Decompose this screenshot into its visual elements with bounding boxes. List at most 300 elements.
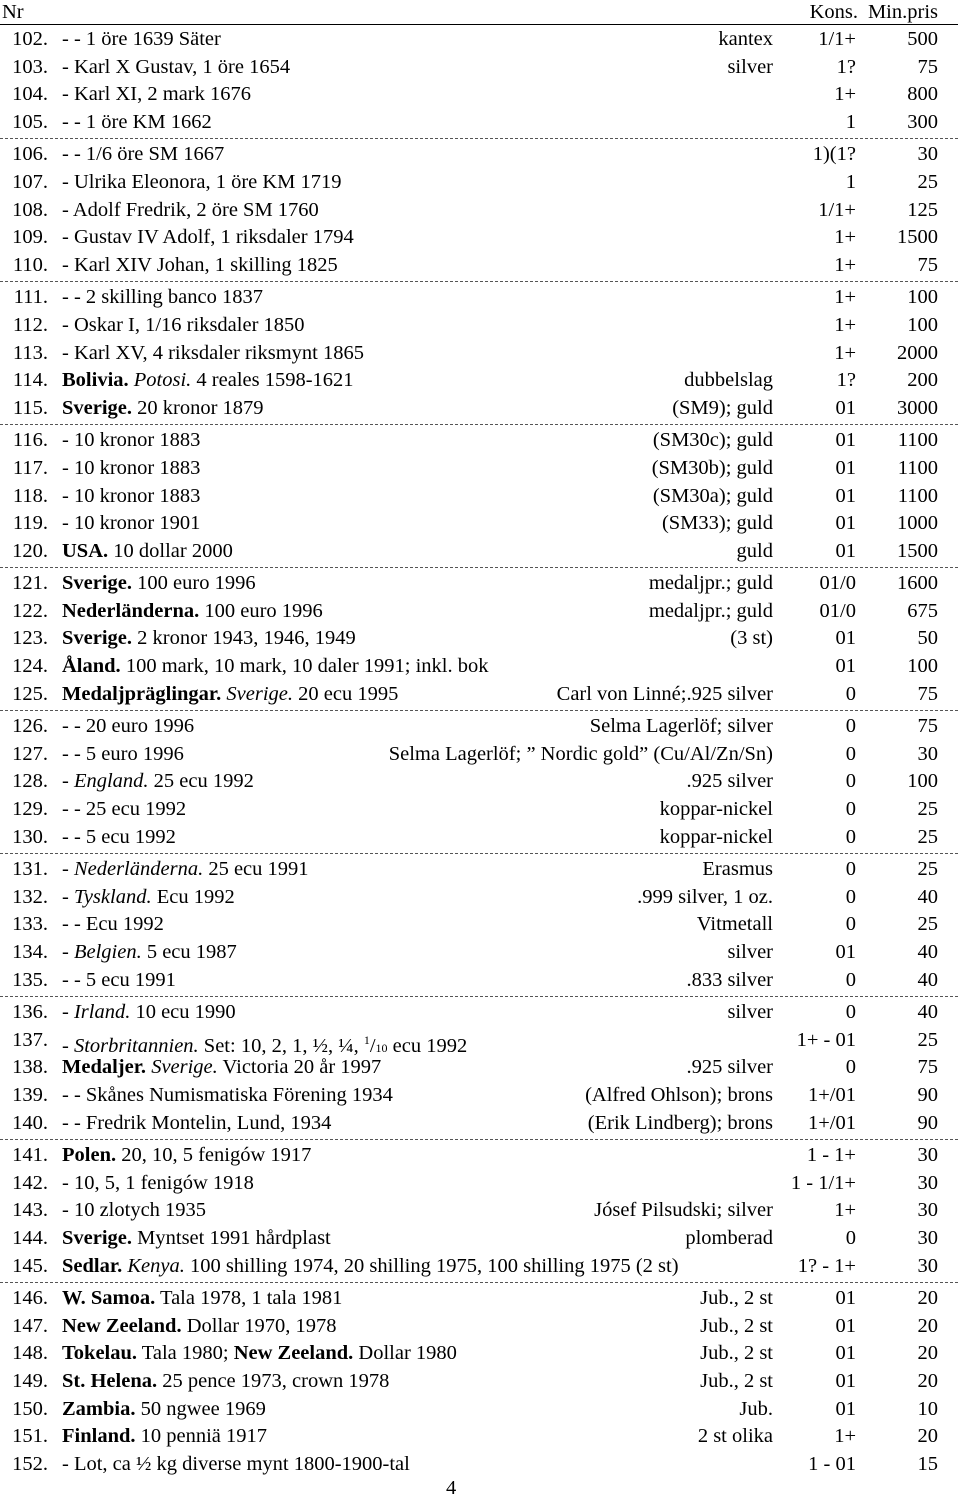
- lot-number: 113.: [12, 341, 48, 364]
- lot-row: [0, 1142, 958, 1170]
- description-segment: Sverige.: [151, 1056, 218, 1079]
- lot-min-price: 75: [917, 682, 938, 705]
- lot-description: [62, 1423, 267, 1451]
- lot-description: [62, 713, 194, 741]
- description-segment: 100 shilling 1974, 20 shilling 1975, 100 shilling 1975 (2 st): [184, 1254, 679, 1277]
- lot-description: [62, 169, 342, 197]
- lot-description: [62, 967, 176, 995]
- lot-condition: 01: [835, 512, 856, 535]
- lot-number: 138.: [12, 1056, 48, 1079]
- lot-number: 151.: [12, 1425, 48, 1448]
- lot-number: 126.: [12, 715, 48, 738]
- lot-number: 125.: [12, 682, 48, 705]
- lot-min-price: 1600: [897, 572, 938, 595]
- lot-row: [0, 1170, 958, 1198]
- description-segment: - Karl XI, 2 mark 1676: [62, 83, 252, 106]
- description-segment: Storbritannien.: [73, 1034, 199, 1057]
- lot-description: [62, 768, 254, 796]
- lot-condition: 01: [835, 1287, 856, 1310]
- lot-note: Jub., 2 st: [700, 1369, 773, 1392]
- lot-row: [0, 1340, 958, 1368]
- lot-row: [0, 340, 958, 368]
- lot-min-price: 20: [917, 1287, 938, 1310]
- lot-number: 119.: [12, 512, 48, 535]
- description-segment: Irland.: [73, 1001, 131, 1024]
- description-segment: Myntset 1991 hårdplast: [132, 1226, 331, 1249]
- lot-number: 103.: [12, 55, 48, 78]
- header-kons: Kons.: [809, 1, 858, 23]
- lot-min-price: 200: [907, 369, 938, 392]
- lot-condition: 01: [835, 1314, 856, 1337]
- lot-row: [0, 625, 958, 653]
- lot-min-price: 25: [917, 170, 938, 193]
- lot-min-price: 10: [917, 1397, 938, 1420]
- lot-condition: 01: [835, 627, 856, 650]
- lot-list: [0, 26, 958, 1482]
- lot-description: [62, 427, 200, 455]
- lot-condition: 1)(1?: [812, 143, 856, 166]
- lot-number: 142.: [12, 1171, 48, 1194]
- lot-row: [0, 824, 958, 852]
- description-segment: 25 ecu 1992: [148, 770, 254, 793]
- lot-min-price: 100: [907, 313, 938, 336]
- description-segment: - Lot, ca ½ kg diverse mynt 1800-1900-tal: [62, 1452, 410, 1475]
- lot-min-price: 1500: [897, 226, 938, 249]
- lot-min-price: 100: [907, 655, 938, 678]
- lot-number: 110.: [12, 253, 48, 276]
- lot-condition: 1 - 01: [808, 1452, 856, 1475]
- description-segment: W. Samoa.: [62, 1287, 156, 1310]
- lot-description: [62, 1285, 342, 1313]
- lot-number: 143.: [12, 1199, 48, 1222]
- lot-row: [0, 856, 958, 884]
- lot-description: [62, 1110, 331, 1138]
- description-segment: 20 kronor 1879: [132, 396, 264, 419]
- lot-note: Selma Lagerlöf; silver: [589, 715, 773, 738]
- description-segment: Medaljer.: [62, 1056, 147, 1079]
- lot-note: (SM9); guld: [672, 396, 773, 419]
- lot-condition: 1+: [834, 341, 856, 364]
- description-segment: Tyskland.: [73, 885, 152, 908]
- description-segment: /: [369, 1034, 376, 1057]
- description-segment: Finland.: [62, 1425, 136, 1448]
- description-segment: - 10 kronor 1901: [62, 512, 201, 535]
- lot-min-price: 100: [907, 770, 938, 793]
- lot-number: 141.: [12, 1144, 48, 1167]
- lot-condition: 1+: [834, 253, 856, 276]
- lot-condition: 0: [845, 770, 856, 793]
- lot-min-price: 40: [917, 941, 938, 963]
- description-segment: Dollar 1970, 1978: [181, 1314, 337, 1337]
- description-segment: 20 ecu 1995: [293, 682, 399, 705]
- lot-row: [0, 884, 958, 912]
- lot-description: [62, 741, 184, 769]
- lot-description: [62, 1451, 410, 1479]
- lot-number: 105.: [12, 110, 48, 133]
- lot-note: koppar-nickel: [659, 825, 773, 848]
- lot-condition: 1+: [834, 1199, 856, 1222]
- description-segment: - - Fredrik Montelin, Lund, 1934: [62, 1111, 332, 1134]
- lot-row: [0, 1225, 958, 1253]
- lot-condition: 0: [845, 1001, 856, 1024]
- description-segment: 5 ecu 1987: [141, 941, 237, 963]
- lot-description: [62, 1340, 457, 1368]
- lot-condition: 0: [845, 682, 856, 705]
- lot-description: [62, 653, 489, 681]
- lot-description: [62, 538, 233, 566]
- lot-note: dubbelslag: [684, 369, 773, 392]
- lot-min-price: 1100: [897, 456, 938, 479]
- lot-number: 131.: [12, 858, 48, 881]
- description-segment: - Karl XV, 4 riksdaler riksmynt 1865: [62, 341, 364, 364]
- lot-description: [62, 796, 186, 824]
- description-segment: New Zeeland.: [62, 1314, 182, 1337]
- lot-min-price: 75: [917, 55, 938, 78]
- lot-min-price: 20: [917, 1369, 938, 1392]
- description-segment: ecu 1992: [387, 1034, 468, 1057]
- description-segment: - - 20 euro 1996: [62, 715, 195, 738]
- lot-condition: 01: [835, 396, 856, 419]
- lot-row: [0, 1054, 958, 1082]
- lot-row: [0, 54, 958, 82]
- lot-number: 150.: [12, 1397, 48, 1420]
- lot-description: [62, 312, 305, 340]
- description-segment: - - 1/6 öre SM 1667: [62, 143, 225, 166]
- lot-min-price: 40: [917, 1001, 938, 1024]
- lot-note: kantex: [718, 28, 773, 50]
- description-segment: Nederländerna.: [73, 858, 204, 881]
- description-segment: - - Ecu 1992: [62, 913, 164, 936]
- lot-row: [0, 109, 958, 137]
- lot-row: [0, 796, 958, 824]
- lot-note: Jub., 2 st: [700, 1314, 773, 1337]
- lot-note: silver: [727, 941, 773, 963]
- description-segment: 100 mark, 10 mark, 10 daler 1991; inkl. bok: [120, 655, 489, 678]
- lot-note: .925 silver: [686, 770, 773, 793]
- lot-min-price: 20: [917, 1342, 938, 1365]
- description-segment: -: [62, 858, 74, 881]
- lot-min-price: 1100: [897, 429, 938, 452]
- lot-note: (Alfred Ohlson); brons: [585, 1083, 773, 1106]
- lot-min-price: 40: [917, 885, 938, 908]
- lot-condition: 1: [845, 170, 856, 193]
- lot-min-price: 20: [917, 1425, 938, 1448]
- lot-row: [0, 367, 958, 395]
- lot-condition: 0: [845, 798, 856, 821]
- description-segment: Åland.: [62, 655, 121, 678]
- lot-number: 111.: [13, 286, 48, 309]
- description-segment: Tokelau.: [62, 1342, 138, 1365]
- description-segment: 1: [363, 1032, 370, 1047]
- lot-note: Jub., 2 st: [700, 1342, 773, 1365]
- lot-row: [0, 911, 958, 939]
- lot-min-price: 125: [907, 198, 938, 221]
- lot-min-price: 15: [917, 1452, 938, 1475]
- description-segment: Belgien.: [73, 941, 142, 963]
- lot-note: (Erik Lindberg); brons: [587, 1111, 773, 1134]
- lot-condition: 01: [835, 655, 856, 678]
- lot-row: [0, 1396, 958, 1424]
- lot-number: 146.: [12, 1287, 48, 1310]
- lot-condition: 0: [845, 885, 856, 908]
- lot-condition: 0: [845, 825, 856, 848]
- lot-min-price: 300: [907, 110, 938, 133]
- lot-group: [0, 1285, 958, 1480]
- lot-row: [0, 1082, 958, 1110]
- lot-min-price: 800: [907, 83, 938, 106]
- page-number: 4: [446, 1477, 457, 1499]
- lot-number: 135.: [12, 968, 48, 991]
- description-segment: Set: 10, 2, 1, ½, ¼,: [198, 1034, 364, 1057]
- lot-min-price: 2000: [897, 341, 938, 364]
- lot-description: [62, 884, 235, 912]
- description-segment: England.: [73, 770, 149, 793]
- lot-condition: 1?: [836, 55, 856, 78]
- lot-number: 149.: [12, 1369, 48, 1392]
- lot-group: [0, 856, 958, 997]
- description-segment: 25 pence 1973, crown 1978: [157, 1369, 390, 1392]
- lot-min-price: 1100: [897, 484, 938, 507]
- lot-number: 152.: [12, 1452, 48, 1475]
- lot-condition: 1/1+: [818, 28, 856, 50]
- description-segment: Sverige.: [62, 396, 133, 419]
- lot-number: 112.: [12, 313, 48, 336]
- lot-note: 2 st olika: [697, 1425, 773, 1448]
- lot-description: [62, 1225, 331, 1253]
- lot-min-price: 75: [917, 1056, 938, 1079]
- lot-number: 116.: [12, 429, 48, 452]
- description-segment: - 10 kronor 1883: [62, 429, 201, 452]
- lot-condition: 01: [835, 484, 856, 507]
- lot-note: plomberad: [685, 1226, 773, 1249]
- lot-note: koppar-nickel: [659, 798, 773, 821]
- lot-number: 115.: [12, 396, 48, 419]
- description-segment: Potosi.: [133, 369, 192, 392]
- lot-note: .999 silver, 1 oz.: [637, 885, 773, 908]
- lot-condition: 0: [845, 858, 856, 881]
- lot-condition: 1+: [834, 286, 856, 309]
- description-segment: -: [62, 1034, 74, 1057]
- description-segment: - - Skånes Numismatiska Förening 1934: [62, 1083, 393, 1106]
- description-segment: 2 kronor 1943, 1946, 1949: [132, 627, 356, 650]
- lot-row: [0, 598, 958, 626]
- lot-min-price: 1500: [897, 539, 938, 562]
- lot-number: 134.: [12, 941, 48, 963]
- lot-number: 117.: [12, 456, 48, 479]
- description-segment: - 10 zlotych 1935: [62, 1199, 207, 1222]
- description-segment: 10 dollar 2000: [108, 539, 233, 562]
- lot-number: 123.: [12, 627, 48, 650]
- lot-row: [0, 653, 958, 681]
- lot-row: [0, 427, 958, 455]
- lot-description: [62, 939, 237, 967]
- description-segment: - - 5 euro 1996: [62, 742, 184, 765]
- description-segment: Sedlar.: [62, 1254, 123, 1277]
- lot-row: [0, 224, 958, 252]
- lot-number: 127.: [12, 742, 48, 765]
- description-segment: 10 ecu 1990: [130, 1001, 236, 1024]
- lot-row: [0, 939, 958, 967]
- lot-number: 136.: [12, 1001, 48, 1024]
- lot-condition: 01: [835, 1369, 856, 1392]
- lot-min-price: 30: [917, 1144, 938, 1167]
- lot-number: 109.: [12, 226, 48, 249]
- description-segment: Medaljpräglingar.: [62, 682, 222, 705]
- lot-description: [62, 284, 263, 312]
- lot-group: [0, 713, 958, 854]
- description-segment: 100 euro 1996: [199, 599, 323, 622]
- lot-description: [62, 625, 356, 653]
- description-segment: Kenya.: [127, 1254, 185, 1277]
- lot-note: .925 silver: [686, 1056, 773, 1079]
- lot-row: [0, 538, 958, 566]
- lot-row: [0, 1285, 958, 1313]
- lot-row: [0, 1110, 958, 1138]
- lot-note: guld: [736, 539, 773, 562]
- lot-condition: 01: [835, 941, 856, 963]
- description-segment: - Adolf Fredrik, 2 öre SM 1760: [62, 198, 319, 221]
- description-segment: - Gustav IV Adolf, 1 riksdaler 1794: [62, 226, 354, 249]
- lot-row: [0, 455, 958, 483]
- lot-description: [62, 109, 212, 137]
- lot-row: [0, 483, 958, 511]
- description-segment: - Karl XIV Johan, 1 skilling 1825: [62, 253, 338, 276]
- lot-condition: 1 - 1+: [806, 1144, 856, 1167]
- lot-note: Jub.: [739, 1397, 773, 1420]
- lot-description: [62, 141, 224, 169]
- description-segment: - - 2 skilling banco 1837: [62, 286, 263, 309]
- lot-description: [62, 54, 290, 82]
- description-segment: Victoria 20 år 1997: [217, 1056, 382, 1079]
- description-segment: 10: [375, 1040, 388, 1055]
- lot-row: [0, 26, 958, 54]
- lot-note: (3 st): [730, 627, 773, 650]
- lot-description: [62, 455, 200, 483]
- lot-condition: 1+: [834, 313, 856, 336]
- lot-group: [0, 999, 958, 1140]
- lot-number: 114.: [12, 369, 48, 392]
- lot-group: [0, 26, 958, 139]
- lot-condition: 0: [845, 742, 856, 765]
- lot-description: [62, 1368, 389, 1396]
- lot-number: 137.: [12, 1028, 48, 1051]
- table-header: [0, 0, 958, 25]
- lot-min-price: 500: [907, 28, 938, 50]
- lot-row: [0, 312, 958, 340]
- lot-number: 106.: [12, 143, 48, 166]
- lot-condition: 0: [845, 968, 856, 991]
- description-segment: - Karl X Gustav, 1 öre 1654: [62, 55, 291, 78]
- lot-description: [62, 395, 264, 423]
- lot-number: 121.: [12, 572, 48, 595]
- lot-row: [0, 999, 958, 1027]
- description-segment: -: [62, 1001, 74, 1024]
- lot-number: 104.: [12, 83, 48, 106]
- lot-min-price: 30: [917, 1171, 938, 1194]
- lot-description: [62, 911, 164, 939]
- lot-condition: 1/1+: [818, 198, 856, 221]
- lot-row: [0, 713, 958, 741]
- lot-description: [62, 1313, 336, 1341]
- lot-note: medaljpr.; guld: [648, 599, 773, 622]
- lot-min-price: 40: [917, 968, 938, 991]
- lot-min-price: 25: [917, 913, 938, 936]
- lot-condition: 01: [835, 1342, 856, 1365]
- lot-row: [0, 1313, 958, 1341]
- lot-description: [62, 1082, 393, 1110]
- header-nr: Nr: [2, 1, 24, 23]
- lot-note: Erasmus: [702, 858, 773, 881]
- lot-min-price: 1000: [897, 512, 938, 535]
- lot-number: 124.: [12, 655, 48, 678]
- lot-note: (SM30a); guld: [652, 484, 773, 507]
- lot-condition: 1+: [834, 83, 856, 106]
- description-segment: Tala 1978, 1 tala 1981: [155, 1287, 343, 1310]
- description-segment: 25 ecu 1991: [203, 858, 309, 881]
- description-segment: - - 1 öre KM 1662: [62, 110, 212, 133]
- lot-condition: 1+/01: [807, 1111, 856, 1134]
- lot-number: 122.: [12, 599, 48, 622]
- description-segment: Tala 1980;: [137, 1342, 234, 1365]
- lot-row: [0, 768, 958, 796]
- lot-row: [0, 197, 958, 225]
- lot-row: [0, 284, 958, 312]
- lot-condition: 1?: [836, 369, 856, 392]
- lot-condition: 01: [835, 539, 856, 562]
- lot-min-price: 25: [917, 1028, 938, 1051]
- lot-number: 144.: [12, 1226, 48, 1249]
- lot-row: [0, 510, 958, 538]
- lot-condition: 1+ - 01: [796, 1028, 856, 1051]
- lot-note: silver: [727, 1001, 773, 1024]
- description-segment: - - 5 ecu 1992: [62, 825, 176, 848]
- lot-condition: 01/0: [819, 572, 856, 595]
- lot-min-price: 90: [917, 1083, 938, 1106]
- lot-number: 128.: [12, 770, 48, 793]
- lot-min-price: 30: [917, 1199, 938, 1222]
- lot-condition: 1+: [834, 1425, 856, 1448]
- lot-row: [0, 1423, 958, 1451]
- lot-row: [0, 741, 958, 769]
- lot-number: 145.: [12, 1254, 48, 1277]
- lot-note: Jósef Pilsudski; silver: [594, 1199, 773, 1222]
- lot-min-price: 20: [917, 1314, 938, 1337]
- lot-condition: 1 - 1/1+: [790, 1171, 856, 1194]
- description-segment: Sverige.: [226, 682, 293, 705]
- lot-description: [62, 824, 176, 852]
- lot-description: [62, 1197, 206, 1225]
- description-segment: Bolivia.: [62, 369, 129, 392]
- lot-number: 140.: [12, 1111, 48, 1134]
- lot-group: [0, 1142, 958, 1283]
- lot-group: [0, 570, 958, 711]
- lot-description: [62, 252, 338, 280]
- description-segment: -: [62, 770, 74, 793]
- lot-condition: 1: [845, 110, 856, 133]
- lot-condition: 01/0: [819, 599, 856, 622]
- lot-min-price: 30: [917, 1254, 938, 1277]
- lot-min-price: 75: [917, 715, 938, 738]
- description-segment: - 10, 5, 1 fenigów 1918: [62, 1171, 254, 1194]
- description-segment: -: [62, 941, 74, 963]
- lot-min-price: 30: [917, 143, 938, 166]
- lot-description: [62, 1253, 679, 1281]
- lot-condition: 0: [845, 913, 856, 936]
- lot-description: [62, 856, 309, 884]
- lot-group: [0, 141, 958, 282]
- lot-description: [62, 570, 256, 598]
- lot-min-price: 25: [917, 858, 938, 881]
